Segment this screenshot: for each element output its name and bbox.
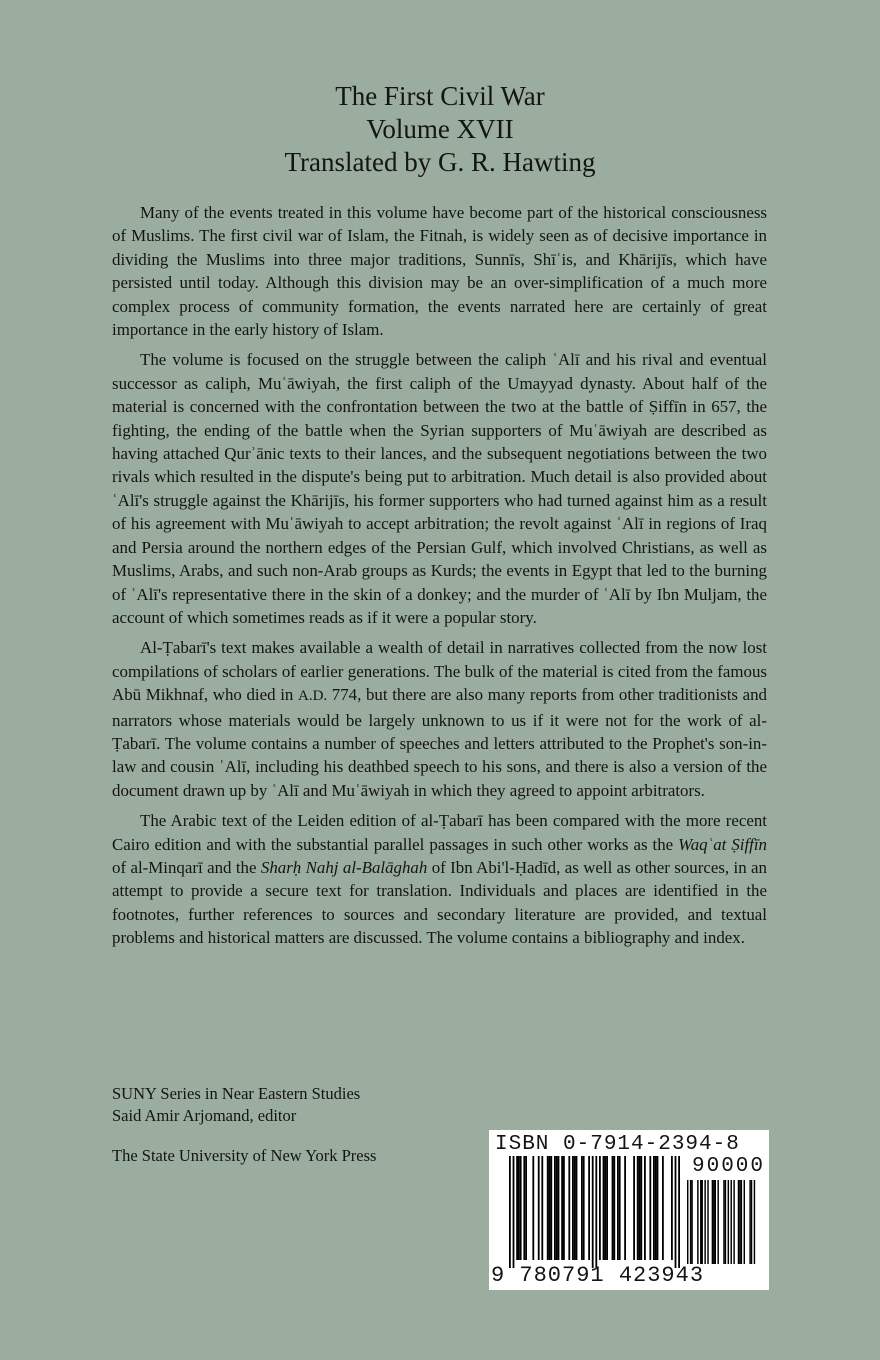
publisher-name: The State University of New York Press bbox=[112, 1146, 377, 1165]
addon-bar bbox=[691, 1180, 692, 1264]
barcode-bar bbox=[554, 1156, 556, 1260]
addon-bar bbox=[697, 1180, 698, 1264]
blurb-paragraph-1: Many of the events treated in this volume have become part of the historical consciousness of Muslims. The first civil war of Islam, the Fitnah, is widely seen as of decisive importance in dividing the Muslims into three major traditions, Sunnīs, Shīʿis, and Khārijīs, which have persisted until today. Although this division may be an over-simplification of a much more complex process of community formation, the events narrated here are certainly of great importance in the early history of Islam. bbox=[112, 203, 767, 340]
barcode-bar bbox=[633, 1156, 635, 1260]
ean-bars bbox=[509, 1156, 680, 1268]
description-blurb bbox=[112, 201, 767, 957]
barcode-bar bbox=[509, 1156, 511, 1268]
series-info bbox=[112, 1083, 360, 1127]
barcode-bar bbox=[592, 1156, 594, 1268]
barcode-bar bbox=[561, 1156, 563, 1260]
barcode-bar bbox=[644, 1156, 646, 1260]
addon-bar bbox=[690, 1180, 691, 1264]
addon-bar bbox=[733, 1180, 734, 1264]
blurb-p4-text-c: of Ibn Abi'l-Ḥadīd, as well as other sources, in an attempt to provide a secure text for translation. Individuals and places are identified in the footnotes, further references to sources and secondary literature are provided, and textual problems and historical matters are discussed. The volume contains a bibliography and index. bbox=[112, 857, 767, 948]
barcode-bar bbox=[520, 1156, 522, 1260]
barcode-bar bbox=[640, 1156, 642, 1260]
series-name: SUNY Series in Near Eastern Studies bbox=[112, 1084, 361, 1103]
addon-bar bbox=[754, 1180, 755, 1264]
barcode-bar bbox=[619, 1156, 621, 1260]
work-title-sharh-nahj: Sharḥ Nahj al-Balāghah bbox=[260, 857, 428, 877]
price-code: 90000 bbox=[691, 1155, 765, 1178]
addon-bar bbox=[713, 1180, 714, 1264]
barcode-bar bbox=[612, 1156, 614, 1260]
barcode-bar bbox=[549, 1156, 551, 1260]
addon-bar bbox=[717, 1180, 718, 1264]
addon-bar bbox=[715, 1180, 716, 1264]
barcode-bar bbox=[655, 1156, 657, 1260]
barcode-bar bbox=[675, 1156, 677, 1268]
barcode-bar bbox=[558, 1156, 560, 1260]
addon-bar bbox=[687, 1180, 688, 1264]
barcode-bar bbox=[556, 1156, 558, 1260]
addon-bar bbox=[712, 1180, 713, 1264]
barcode-bar bbox=[639, 1156, 641, 1260]
addon-bar bbox=[702, 1180, 703, 1264]
addon-bar bbox=[731, 1180, 732, 1264]
barcode-bar bbox=[662, 1156, 664, 1260]
work-title-waqat-siffin: Waqʿat Ṣiffīn bbox=[678, 834, 767, 854]
barcode-bar bbox=[657, 1156, 659, 1260]
ean-digits: 9 780791 423943 bbox=[491, 1263, 705, 1288]
era-abbreviation: A.D. bbox=[297, 688, 328, 705]
barcode-bar bbox=[583, 1156, 585, 1260]
barcode-bar bbox=[516, 1156, 518, 1260]
addon-bar bbox=[738, 1180, 739, 1264]
blurb-p3-text-b: 774, but there are also many reports from other traditionists and narrators whose materials would be largely unknown to us if it were not for the work of al-Ṭabarī. The volume contains a number of speeches and letters attributed to the Prophet's son-in-law and cousin ʿAlī, including his deathbed speech to his sons, and there is also a version of the document drawn up by ʿAlī and Muʿāwiyah in which they agreed to appoint arbitrators. bbox=[112, 685, 767, 800]
barcode-bar bbox=[606, 1156, 608, 1260]
barcode-bar bbox=[513, 1156, 515, 1268]
barcode-bar bbox=[538, 1156, 540, 1260]
barcode-bar bbox=[532, 1156, 534, 1260]
blurb-p3-text-a: Al-Ṭabarī's text makes available a wealth of detail in narratives collected from the now lost compilations of scholars of earlier generations. The bulk of the material is cited from the famous Abū Mikhnaf, who died in bbox=[112, 638, 767, 705]
barcode-bar bbox=[604, 1156, 606, 1260]
title-block bbox=[0, 80, 880, 179]
barcode-bar bbox=[653, 1156, 655, 1260]
barcode-bar bbox=[637, 1156, 639, 1260]
addon-bar bbox=[723, 1180, 724, 1264]
addon-bar bbox=[700, 1180, 701, 1264]
addon-bar bbox=[751, 1180, 752, 1264]
barcode-bar bbox=[599, 1156, 601, 1260]
addon-bar bbox=[749, 1180, 750, 1264]
barcode-bar bbox=[649, 1156, 651, 1260]
barcode-bar bbox=[563, 1156, 565, 1260]
blurb-paragraph-4 bbox=[112, 809, 767, 949]
barcode-bar bbox=[576, 1156, 578, 1260]
series-editor: Said Amir Arjomand, editor bbox=[112, 1106, 297, 1125]
addon-bar bbox=[725, 1180, 726, 1264]
addon-bar bbox=[728, 1180, 729, 1264]
addon-bar bbox=[741, 1180, 742, 1264]
barcode-bar bbox=[613, 1156, 615, 1260]
isbn-barcode bbox=[489, 1130, 769, 1290]
volume-number: Volume XVII bbox=[366, 114, 514, 144]
barcode-bar bbox=[547, 1156, 549, 1260]
barcode-bar bbox=[523, 1156, 525, 1260]
barcode-bar bbox=[581, 1156, 583, 1260]
barcode-bar bbox=[550, 1156, 552, 1260]
blurb-p4-text-b: of al-Minqarī and the bbox=[112, 857, 261, 877]
addon-bar bbox=[707, 1180, 708, 1264]
addon-bar bbox=[704, 1180, 705, 1264]
barcode-bar bbox=[572, 1156, 574, 1260]
barcode-bar bbox=[595, 1156, 597, 1268]
blurb-paragraph-3 bbox=[112, 636, 767, 802]
barcode-bar bbox=[671, 1156, 673, 1260]
price-bars bbox=[687, 1180, 755, 1264]
isbn-label: ISBN 0-7914-2394-8 bbox=[495, 1133, 740, 1156]
barcode-bar bbox=[568, 1156, 570, 1260]
blurb-p4-text-a: The Arabic text of the Leiden edition of al-Ṭabarī has been compared with the more recent Cairo edition and with the substantial parallel passages in such other works as the bbox=[112, 811, 767, 854]
barcode-bar bbox=[518, 1156, 520, 1260]
addon-bar bbox=[744, 1180, 745, 1264]
book-title: The First Civil War bbox=[335, 81, 545, 111]
barcode-bar bbox=[617, 1156, 619, 1260]
barcode-bar bbox=[603, 1156, 605, 1260]
barcode-bar bbox=[624, 1156, 626, 1260]
barcode-bar bbox=[588, 1156, 590, 1260]
blurb-paragraph-2: The volume is focused on the struggle between the caliph ʿAlī and his rival and eventual successor as caliph, Muʿāwiyah, the first caliph of the Umayyad dynasty. About half of the material is concerned with the confrontation between the two at the battle of Ṣiffīn in 657, the fighting, the ending of the battle when the Syrian supporters of Muʿāwiyah are described as having attached Qurʾānic texts to their lances, and the subsequent negotiations between the two rivals which resulted in the dispute's being put to arbitration. Much detail is also provided about ʿAlī's struggle against the Khārijīs, his former supporters who had turned against him as a result of his agreement with Muʿāwiyah to accept arbitration; the revolt against ʿAlī in regions of Iraq and Persia around the northern edges of the Persian Gulf, which involved Christians, as well as Muslims, Arabs, and such non-Arab groups as Kurds; the events in Egypt that led to the burning of ʿAlī's representative there in the skin of a donkey; and the murder of ʿAlī by Ibn Muljam, the account of which sometimes reads as if it were a popular story. bbox=[112, 350, 767, 627]
translator-credit: Translated by G. R. Hawting bbox=[284, 147, 596, 177]
barcode-bar bbox=[541, 1156, 543, 1260]
barcode-bar bbox=[574, 1156, 576, 1260]
barcode-bar bbox=[678, 1156, 680, 1268]
addon-bar bbox=[739, 1180, 740, 1264]
barcode-bar bbox=[525, 1156, 527, 1260]
